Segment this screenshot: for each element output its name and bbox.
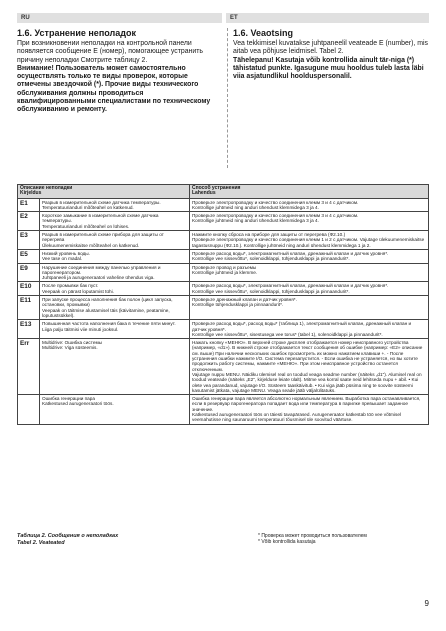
error-solution: Нажмите кнопку сброса на приборе для защиты от перегрева (Ф2.10.) Проверьте электропроводку и качество соединения клемм 1 и 2 с датчиком. Vajutage ülekuumenemiskaitse tagastusnuppu (Ф2.10.). Kontrollige juhtmeid ning anduri ühendust klemmidega 1 ja 2. bbox=[190, 231, 429, 250]
error-code: E9 bbox=[18, 263, 40, 282]
error-code: E5 bbox=[18, 249, 40, 263]
language-label-ru: RU bbox=[17, 13, 222, 23]
error-code: E13 bbox=[18, 320, 40, 339]
error-description: Ошибка генерации пара Katkestused aurugeneraatori töös. bbox=[40, 395, 190, 424]
error-solution: Проверьте электропроводку и качество соединения клемм 3 и 4 с датчиком. Kontrollige juhtmeid ning anduri ühendust klemmidega 3 ja 4. bbox=[190, 212, 429, 231]
error-code: Err bbox=[18, 339, 40, 395]
table-row bbox=[18, 231, 429, 250]
error-solution: Проверьте расход воды*, расход воды* (таблица 1), электромагнитный клапан, дренажный клапан и датчик уровня*. Kontrollige vee sissevõttu*, sisestusega vee torus* (tabel 1), solenoidklappi ja pinnaandurit*. bbox=[190, 320, 429, 339]
table-row bbox=[18, 249, 429, 263]
table-row bbox=[18, 198, 429, 212]
error-description: Повышенная частота наполнения бака в течение пяти минут. Liiga palju täitmisi viie minuti jooksul. bbox=[40, 320, 190, 339]
warning-ru: Внимание! Пользователь может самостоятельно осуществлять только те виды проверок, которые отмечены звездочкой (*). Прочие виды технического обслуживания должны проводиться квалифицированными специалистами по техническому обслуживанию и ремонту. bbox=[17, 64, 211, 114]
error-solution: Проверьте расход воды*, электромагнитный клапан, дренажный клапан и датчик уровня*. Kontrollige vee sissevõttu*, solenoidklappi, tühjendusklappi ja pinnaandurit*. bbox=[190, 249, 429, 263]
error-solution: Нажать кнопку «МЕНЮ». В верхней строке дисплея отображается номер неисправного устройства (например, «d1»). В нижней строке отображается текст сообщения об ошибке (например: «E2» описание см. выше) При наличии нескольких ошибок просмотреть их можно нажатием клавиши +. - После устранения ошибки нажмите I/O. Система перезапустится. - Если ошибка не устраняется, но вы хотите продолжить работу системы, нажмите «МЕНЮ». При этом неисправное устройство останется отключенным. Vajutage nuppu MENU. Näidiku ülemisel real on toodud veaga seadme number (näiteks „d1"). Alumisel real on toodud veateade (näiteks „E2", kirjelduse leiate ülalt). Mitme vea korral saate neid lehitseda nupu + abil. • Kui olete vea parandanud, vajutage I/O. Süsteem taaskäivitub. • Kui viga jääb püsima ning te soovite süsteemi kasutamist jätkata, vajutage MENU. Veaga seade jääb väljalülitatuks. bbox=[190, 339, 429, 395]
table-row bbox=[18, 320, 429, 339]
error-description: Разрыв в измерительной схеме датчика температуры. Temperatuurianduri mõõteahel on katkenud. bbox=[40, 198, 190, 212]
error-description: Нарушение соединения между панелью управления и парогенератором. Juhtpaneeli ja aurugeneraatori vaheline ühendus viga. bbox=[40, 263, 190, 282]
intro-ru: При возникновении неполадки на контрольной панели появляется сообщение E (номер), помогающее устранить причину неполадки Смотрите таблицу 2. bbox=[17, 40, 203, 64]
error-solution: Проверьте провод и разъемы Kontrollige juhtmeid ja klemme. bbox=[190, 263, 429, 282]
language-label-et: ET bbox=[226, 13, 429, 23]
table-header-row bbox=[18, 185, 429, 199]
table-note: * Проверка может проводиться пользователем * Võib kontrollida kasutaja bbox=[258, 533, 367, 545]
error-solution: Ошибка генерации пара является абсолютно нормальным явлением. Выработка пара останавливается, если в резервуар парогенератора попадает вода или температура в парилке превышает заданное значение. Katkestused aurugeneraatori töös on täiesti tavapärased. Aurugeneraator katkestab töö vee võtmisel veemahutisse ning saunaruumi temperatuuri tõusmisel üle soovitud väärtuse. bbox=[190, 395, 429, 424]
table-row bbox=[18, 395, 429, 424]
error-description: Разрыв в измерительной схеме прибора для защиты от перегрева Ülekuumenemiskaitse mõõteahel on katkenud. bbox=[40, 231, 190, 250]
right-column bbox=[233, 28, 429, 81]
error-code: E2 bbox=[18, 212, 40, 231]
table-row bbox=[18, 296, 429, 320]
intro-et: Vea tekkimisel kuvatakse juhtpaneelil veateade E (number), mis aitab vea põhjuse leidmisel. Tabel 2. bbox=[233, 40, 428, 56]
error-description: При запуске процесса наполнения бак полон (цикл запуска, остановки, промывки) Veepaak on täitmise alustamisel täis (käivitamine, peatamine, loputustsükkel). bbox=[40, 296, 190, 320]
error-solution: Проверьте расход воды*, электромагнитный клапан, дренажный клапан и датчик уровня*. Kontrollige vee sissevõttu*, solenoidklappi, tühjendusklappi ja pinnaandurit*. bbox=[190, 282, 429, 296]
error-description: Низкий уровень воды. Vee tase on madal. bbox=[40, 249, 190, 263]
section-title-et: 1.6. Veaotsing bbox=[233, 28, 294, 38]
table-caption: Таблица 2. Сообщения о неполадках Tabel 2. Veateated bbox=[17, 533, 119, 546]
error-description: Короткое замыкание в измерительной схеме датчика температуры. Temperatuurianduri mõõteahel on lühises. bbox=[40, 212, 190, 231]
error-code: E1 bbox=[18, 198, 40, 212]
left-column bbox=[17, 28, 222, 115]
header-solution: Способ устранения Lahendus bbox=[190, 185, 429, 199]
error-code: E10 bbox=[18, 282, 40, 296]
error-code bbox=[18, 395, 40, 424]
error-description: Multidrive: Ошибка системы Multidrive: Viga süsteemis. bbox=[40, 339, 190, 395]
warning-et: Tähelepanu! Kasutaja võib kontrollida ainult tär-niga (*) tähistatud punkte. Igasugune muu hooldus tuleb lasta läbi viia asjatundlikul hoolduspersonalil. bbox=[233, 56, 424, 81]
error-code: E11 bbox=[18, 296, 40, 320]
table-row bbox=[18, 339, 429, 395]
error-description: После промывки бак пуст. Veepaak on pärast loputamist tühi. bbox=[40, 282, 190, 296]
header-description: Описание неполадки Kirjeldus bbox=[18, 185, 190, 199]
section-title-ru: 1.6. Устранение неполадок bbox=[17, 28, 136, 38]
error-solution: Проверьте дренажный клапан и датчик уровня*. Kontrollige tühjendusklappi ja pinnaandurit*. bbox=[190, 296, 429, 320]
table-row bbox=[18, 212, 429, 231]
fault-table bbox=[17, 184, 429, 425]
page-number: 9 bbox=[424, 599, 429, 608]
table-row bbox=[18, 282, 429, 296]
table-row bbox=[18, 263, 429, 282]
error-code: E3 bbox=[18, 231, 40, 250]
error-solution: Проверьте электропроводку и качество соединения клемм 3 и 4 с датчиком. Kontrollige juhtmeid ning anduri ühendust klemmidega 3 ja 4. bbox=[190, 198, 429, 212]
column-divider bbox=[227, 28, 228, 168]
